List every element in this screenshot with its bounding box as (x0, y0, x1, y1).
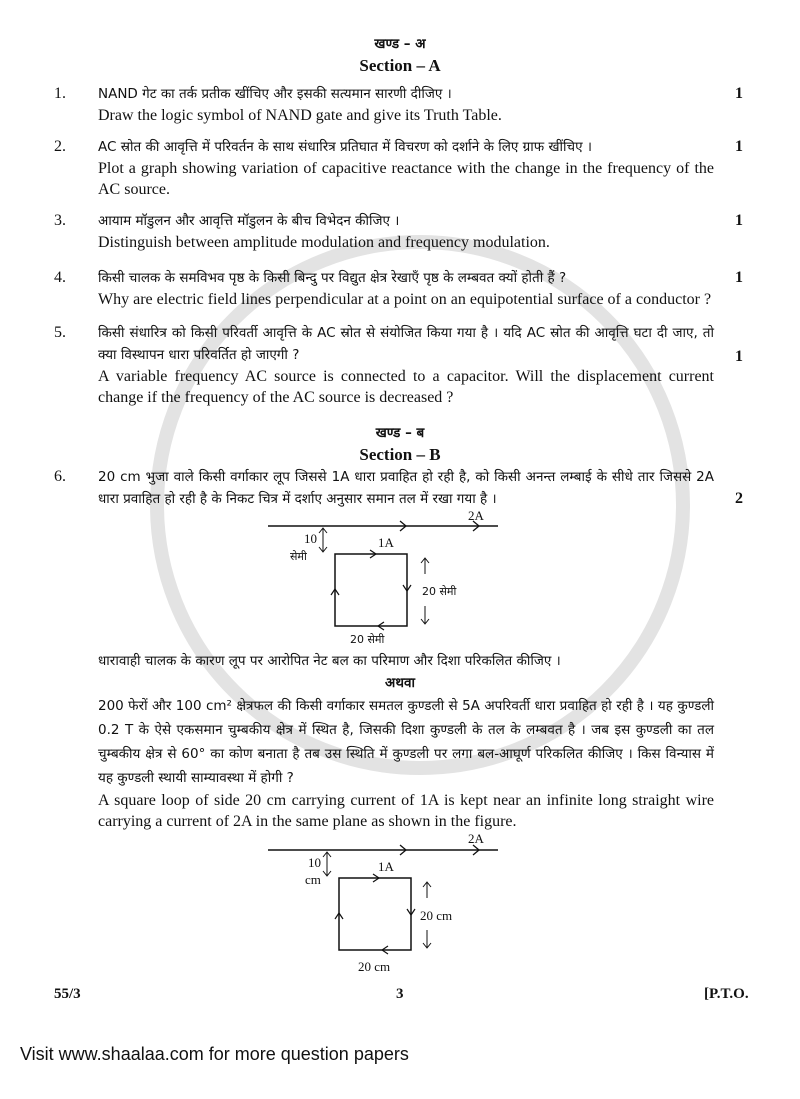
question-number: 3. (54, 212, 66, 229)
question-marks: 1 (735, 348, 743, 365)
question-number: 6. (54, 468, 66, 485)
loop-current-arrow-icon (331, 550, 411, 630)
question-6 (0, 466, 800, 510)
gap-value-label: 10 (308, 855, 321, 870)
question-4-hindi: किसी चालक के समविभव पृष्ठ के किसी बिन्दु पर विद्युत क्षेत्र रेखाएँ पृष्ठ के लम्बवत क्यों होती हैं ? (98, 270, 567, 286)
gap-unit-label: cm (305, 872, 321, 887)
section-b-hindi: खण्ड – ब (375, 425, 425, 441)
section-b-heading: Section – B (359, 445, 441, 464)
question-1-hindi: NAND गेट का तर्क प्रतीक खींचिए और इसकी सत्यमान सारणी दीजिए । (98, 86, 452, 102)
please-turn-over: [P.T.O. (704, 986, 749, 1002)
question-6-hindi: 20 cm भुजा वाले किसी वर्गाकार लूप जिससे 1A धारा प्रवाहित हो रही है, को किसी अनन्त लम्बाई के सीधे तार जिससे 2A धारा प्रवाहित हो रही है के निकट चित्र में दर्शाए अनुसार समान तल में रखा गया है । (98, 469, 714, 507)
question-number: 4. (54, 269, 66, 286)
section-a-hindi: खण्ड – अ (374, 36, 426, 52)
question-3-english: Distinguish between amplitude modulation and frequency modulation. (98, 234, 550, 251)
bottom-length-label: 20 cm (358, 959, 391, 974)
side-length-label: 20 सेमी (422, 585, 457, 598)
side-length-label: 20 cm (420, 908, 453, 923)
page-footer (0, 986, 800, 1008)
or-label: अथवा (385, 675, 415, 691)
question-3-hindi: आयाम मॉडुलन और आवृत्ति मॉडुलन के बीच विभेदन कीजिए । (98, 213, 400, 229)
wire-current-label: 2A (468, 510, 484, 523)
gap-value-label: 10 (304, 531, 317, 546)
question-marks: 2 (735, 490, 743, 507)
question-3 (0, 210, 800, 253)
question-number: 2. (54, 138, 66, 155)
question-5-english: A variable frequency AC source is connected to a capacitor. Will the displacement current change if the frequency of the AC source is decreased ? (98, 368, 714, 406)
question-2-english: Plot a graph showing variation of capacitive reactance with the change in the frequency of the AC source. (98, 160, 714, 198)
question-4-english: Why are electric field lines perpendicular at a point on an equipotential surface of a conductor ? (98, 291, 712, 308)
question-2 (0, 136, 800, 200)
page-number: 3 (396, 986, 404, 1002)
question-2-hindi: AC स्रोत की आवृत्ति में परिवर्तन के साथ संधारित्र प्रतिघात में विचरण को दर्शाने के लिए ग्राफ खींचिए । (98, 139, 592, 155)
loop-current-label: 1A (378, 859, 394, 874)
paper-code: 55/3 (54, 986, 81, 1002)
question-6-english: A square loop of side 20 cm carrying current of 1A is kept near an infinite long straight wire carrying a current of 2A in the same plane as shown in the figure. (98, 792, 714, 830)
loop-current-arrow-icon (335, 874, 415, 954)
visit-website-link[interactable]: Visit www.shaalaa.com for more question papers (20, 1044, 409, 1064)
question-5 (0, 322, 800, 408)
question-1 (0, 83, 800, 126)
square-loop (335, 554, 407, 626)
question-marks: 1 (735, 212, 743, 229)
question-6-hindi-continued: धारावाही चालक के कारण लूप पर आरोपित नेट बल का परिमाण और दिशा परिकलित कीजिए । (98, 653, 561, 669)
question-marks: 1 (735, 85, 743, 102)
question-marks: 1 (735, 269, 743, 286)
section-a-heading: Section – A (359, 56, 441, 75)
loop-current-label: 1A (378, 535, 394, 550)
question-number: 1. (54, 85, 66, 102)
question-number: 5. (54, 324, 66, 341)
question-marks: 1 (735, 138, 743, 155)
gap-unit-label: सेमी (290, 550, 307, 563)
loop-wire-figure-hindi (268, 510, 508, 650)
square-loop (339, 878, 411, 950)
loop-wire-figure-english (268, 832, 508, 974)
question-6-or-hindi: 200 फेरों और 100 cm² क्षेत्रफल की किसी वर्गाकार समतल कुण्डली से 5A अपरिवर्ती धारा प्रवाहित हो रही है । यह कुण्डली 0.2 T के ऐसे एकसमान चुम्बकीय क्षेत्र में स्थित है, जिसकी दिशा कुण्डली के तल के लम्बवत है । जब इस कुण्डली का तल चुम्बकीय क्षेत्र से 60° का कोण बनाता है तब उस स्थिति में कुण्डली पर लगा बल-आघूर्ण परिकलित कीजिए । किस विन्यास में यह कुण्डली स्थायी साम्यावस्था में होगी ? (98, 698, 714, 786)
question-5-hindi: किसी संधारित्र को किसी परिवर्ती आवृत्ति के AC स्रोत से संयोजित किया गया है । यदि AC स्रोत की आवृत्ति घटा दी जाए, तो क्या विस्थापन धारा परिवर्तित हो जाएगी ? (98, 325, 714, 363)
bottom-length-label: 20 सेमी (350, 633, 385, 646)
question-1-english: Draw the logic symbol of NAND gate and give its Truth Table. (98, 107, 502, 124)
wire-current-label: 2A (468, 832, 484, 846)
question-4 (0, 267, 800, 310)
